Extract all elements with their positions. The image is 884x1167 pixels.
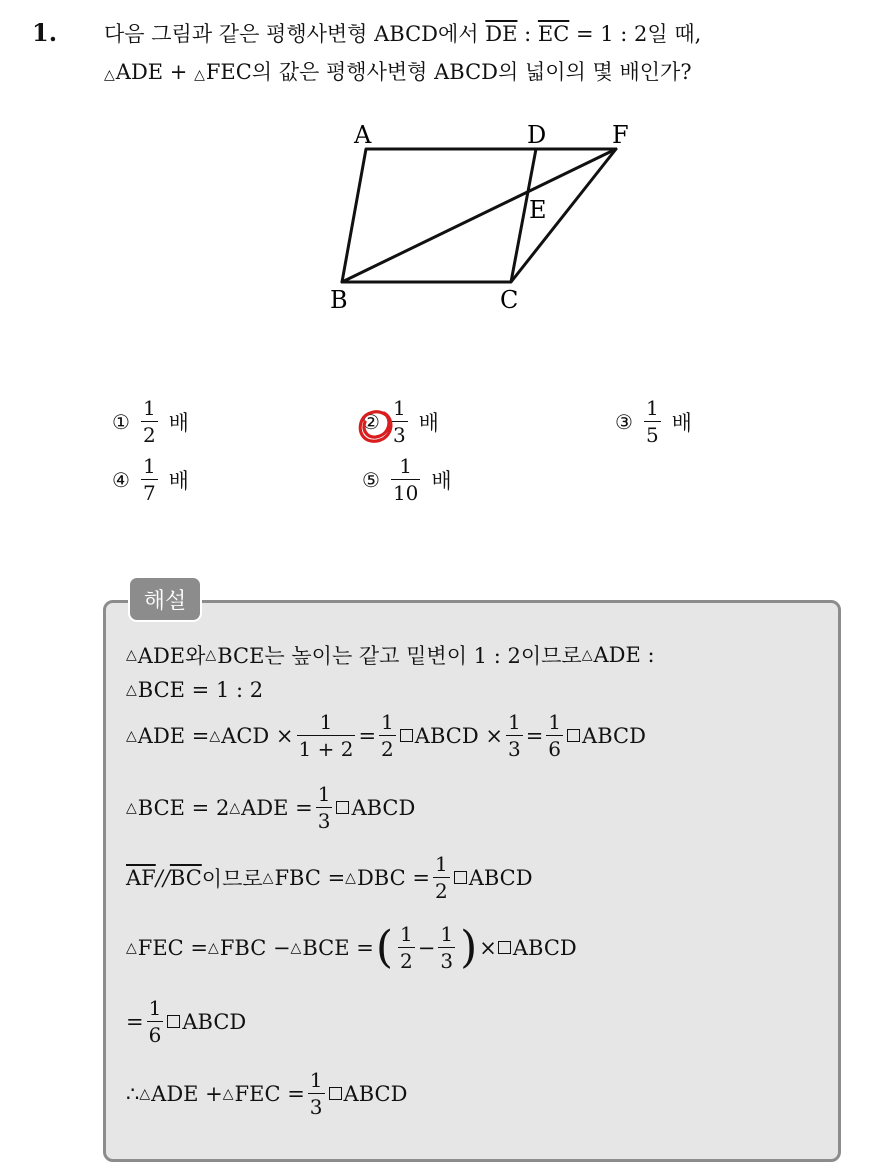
solution-line-7 [126, 998, 246, 1045]
text: BCE = 2 [137, 795, 230, 820]
question-text-1b: = 1 : 2일 때, [569, 22, 702, 46]
question-text-2a: ADE + [115, 60, 195, 84]
fraction [308, 1070, 325, 1117]
fraction [147, 998, 164, 1045]
solution-line-5 [126, 854, 533, 901]
fraction [379, 712, 396, 759]
denominator: 3 [317, 809, 331, 833]
question-text-1a: 다음 그림과 같은 평행사변형 ABCD에서 [104, 22, 486, 46]
segment-de: $\overline{DE}$ [485, 22, 518, 46]
text: FEC = [234, 1081, 305, 1106]
numerator: 1 [507, 710, 521, 734]
text: ABCD [182, 1009, 247, 1034]
text: ADE + [151, 1081, 223, 1106]
text: × [479, 935, 497, 960]
denominator: 7 [142, 481, 156, 505]
choice-unit: 배 [431, 468, 452, 493]
parallelogram-icon [567, 729, 580, 742]
text: − [417, 935, 436, 960]
denominator: 2 [400, 949, 413, 973]
choice-3[interactable] [615, 398, 692, 445]
choice-symbol [362, 410, 380, 434]
numerator: 1 [440, 922, 454, 946]
triangle-icon: △ [262, 869, 274, 886]
choice-symbol: ① [112, 409, 130, 434]
triangle-icon: △ [126, 727, 137, 744]
denominator: 6 [548, 737, 562, 761]
parallelogram-icon [400, 729, 413, 742]
parallelogram-icon [454, 871, 467, 884]
text: ABCD [582, 723, 646, 748]
segment-af: $\overline{AF}$ [126, 865, 156, 890]
denominator: 3 [392, 423, 406, 447]
choice-5[interactable] [362, 456, 452, 503]
question-line-1 [104, 18, 701, 48]
choice-unit: 배 [671, 410, 692, 435]
parallelogram-icon [167, 1015, 180, 1028]
triangle-icon: △ [208, 939, 219, 956]
fraction [398, 924, 415, 971]
right-paren: ) [460, 921, 478, 973]
denominator: 3 [440, 949, 454, 973]
solution-line-6 [126, 921, 577, 973]
numerator: 1 [434, 852, 448, 876]
fraction [316, 784, 333, 831]
text: ABCD [351, 795, 416, 820]
denominator: 2 [434, 879, 448, 903]
segment-bf [342, 149, 616, 282]
denominator: 6 [148, 1023, 162, 1047]
choice-symbol: ⑤ [362, 467, 380, 492]
label-b: B [330, 286, 348, 314]
solution-line-3 [126, 712, 646, 759]
choice-fraction [141, 456, 158, 503]
choice-symbol-text: ② [362, 409, 380, 434]
question-number: 1. [32, 18, 58, 47]
denominator: 3 [507, 737, 521, 761]
triangle-icon: △ [194, 67, 205, 83]
text: DBC = [356, 865, 430, 890]
text: ABCD [512, 935, 577, 960]
solution-line-1 [126, 640, 655, 670]
choice-4[interactable] [112, 456, 189, 503]
choice-fraction [391, 456, 420, 503]
triangle-icon: △ [126, 647, 137, 663]
text: ADE = [241, 795, 313, 820]
fraction [433, 854, 450, 901]
question-text-2b: FEC의 값은 평행사변형 ABCD의 넓이의 몇 배인가? [205, 60, 692, 84]
choice-2[interactable] [362, 398, 439, 445]
numerator: 1 [319, 710, 333, 734]
label-f: F [612, 121, 629, 149]
choice-unit: 배 [168, 410, 189, 435]
text: FBC − [219, 935, 291, 960]
triangle-icon: △ [126, 939, 137, 956]
triangle-icon: △ [205, 647, 217, 663]
numerator: 1 [309, 1068, 323, 1092]
solution-line-4 [126, 784, 415, 831]
triangle-icon: △ [139, 1085, 151, 1102]
fraction [546, 712, 563, 759]
triangle-icon: △ [222, 1085, 234, 1102]
triangle-icon: △ [126, 682, 137, 698]
parallelogram-icon [329, 1087, 342, 1100]
text: BCE = 1 : 2 [137, 678, 264, 702]
numerator: 1 [381, 710, 394, 734]
solution-line-2 [126, 678, 263, 702]
fraction [438, 924, 455, 971]
text: = [358, 723, 377, 748]
label-a: A [354, 121, 372, 149]
fraction [506, 712, 523, 759]
denominator: 5 [645, 423, 659, 447]
text: = [126, 1009, 144, 1034]
numerator: 1 [148, 996, 162, 1020]
triangle-icon: △ [345, 869, 356, 886]
text: FEC = [137, 935, 209, 960]
question-line-2 [104, 56, 692, 86]
selected-answer-mark-icon [355, 405, 397, 447]
denominator: 2 [142, 423, 156, 447]
numerator: 1 [142, 454, 156, 478]
numerator: 1 [645, 396, 659, 420]
label-c: C [500, 286, 519, 314]
parallelogram-diagram [320, 115, 660, 325]
numerator: 1 [392, 396, 406, 420]
choice-unit: 배 [168, 468, 189, 493]
parallel-symbol: // [155, 865, 170, 890]
text: ACD × [221, 723, 294, 748]
text: ABCD [343, 1081, 408, 1106]
label-e: E [529, 196, 547, 224]
fraction [297, 712, 356, 759]
triangle-icon: △ [229, 799, 241, 816]
denominator: 1 + 2 [298, 737, 354, 761]
triangle-icon: △ [209, 727, 221, 744]
text: ADE : [593, 643, 655, 667]
triangle-icon: △ [126, 799, 137, 816]
numerator: 1 [317, 782, 331, 806]
left-paren: ( [375, 921, 393, 973]
denominator: 2 [381, 737, 394, 761]
choice-unit: 배 [418, 410, 439, 435]
choice-fraction [644, 398, 661, 445]
triangle-icon: △ [104, 67, 115, 83]
triangle-icon: △ [581, 647, 593, 663]
solution-line-8 [126, 1070, 407, 1117]
denominator: 3 [309, 1095, 323, 1119]
ratio-colon: : [517, 22, 538, 46]
therefore-symbol: ∴ [126, 1081, 140, 1106]
denominator: 10 [392, 481, 419, 505]
text: BCE는 높이는 같고 밑변이 1 : 2이므로 [217, 644, 582, 668]
choice-1[interactable] [112, 398, 189, 445]
choice-symbol: ③ [615, 409, 633, 434]
text: ABCD × [414, 723, 503, 748]
parallelogram-icon [498, 941, 511, 954]
segment-ec: $\overline{EC}$ [537, 22, 570, 46]
text: = [525, 723, 544, 748]
numerator: 1 [399, 454, 413, 478]
solution-tag: 해설 [128, 576, 202, 622]
text: BCE = [302, 935, 374, 960]
text: ADE = [137, 723, 210, 748]
text: 이므로 [201, 866, 263, 891]
numerator: 1 [548, 710, 562, 734]
label-d: D [527, 121, 547, 149]
choice-symbol: ④ [112, 467, 130, 492]
segment-bc: $\overline{BC}$ [169, 865, 202, 890]
triangle-icon: △ [290, 939, 302, 956]
text: ABCD [468, 865, 533, 890]
numerator: 1 [400, 922, 413, 946]
text: ADE와 [137, 644, 206, 668]
parallelogram-icon [336, 801, 349, 814]
text: FBC = [274, 865, 346, 890]
parallelogram-figure [320, 115, 660, 329]
numerator: 1 [142, 396, 156, 420]
choice-fraction [141, 398, 158, 445]
